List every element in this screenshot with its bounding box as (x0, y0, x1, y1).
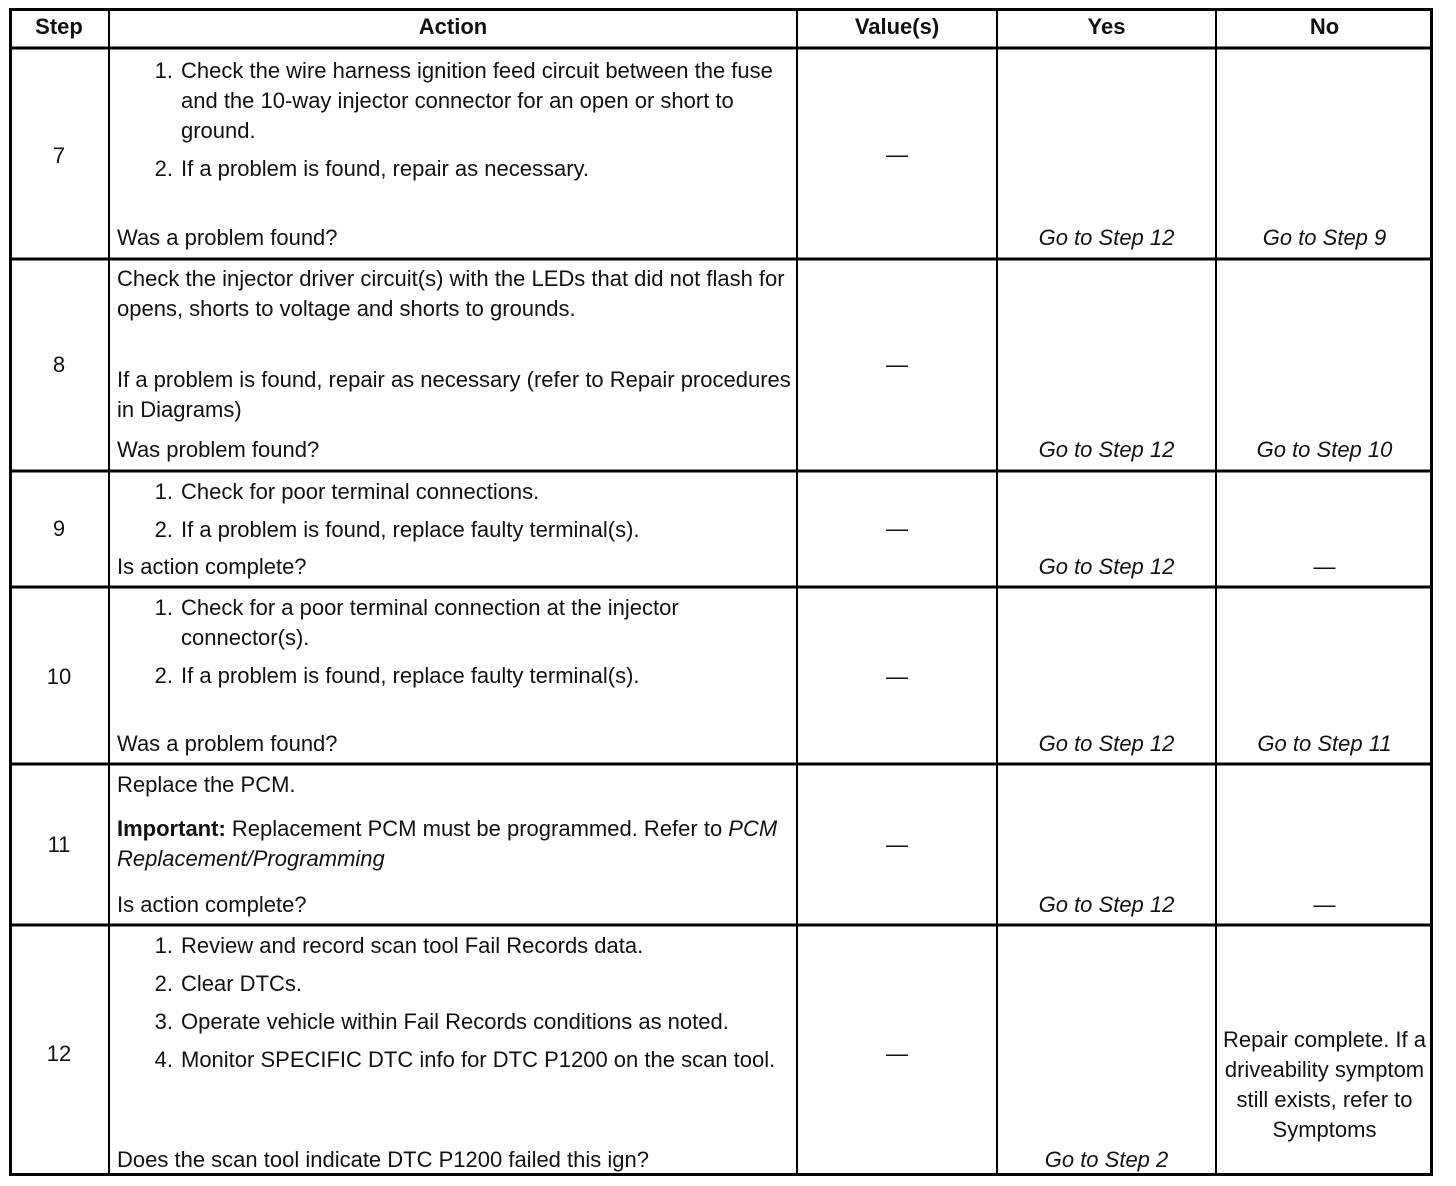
yes-cell: Go to Step 12 (1038, 554, 1175, 579)
step-number: 10 (46, 664, 72, 689)
action-question: Is action complete? (117, 892, 307, 917)
list-item: 1. Review and record scan tool Fail Records data. (154, 933, 644, 958)
no-cell: Go to Step 11 (1257, 731, 1392, 756)
header-values: Value(s) (854, 14, 940, 39)
no-cell: — (1313, 554, 1336, 579)
value-cell: — (886, 832, 908, 857)
yes-cell: Go to Step 12 (1038, 731, 1175, 756)
step-number: 12 (46, 1041, 72, 1066)
step-number: 8 (52, 352, 66, 377)
step-number: 7 (52, 143, 66, 168)
action-list (109, 593, 797, 691)
action-question: Was problem found? (117, 437, 320, 462)
action-text: Check the injector driver circuit(s) with the LEDs that did not flash for opens, shorts to voltage and shorts to grounds. (117, 266, 785, 321)
reference-link: PCM Replacement/Programming (117, 816, 778, 871)
header-action: Action (418, 14, 488, 39)
no-cell: Repair complete. If a driveability symptom still exists, refer to Symptoms (1223, 1027, 1426, 1142)
header-yes: Yes (1087, 14, 1126, 39)
action-text: Replace the PCM. (117, 772, 296, 797)
action-question: Is action complete? (117, 554, 307, 579)
list-item: 2. If a problem is found, repair as necessary. (154, 156, 590, 181)
list-item: 4. Monitor SPECIFIC DTC info for DTC P1200 on the scan tool. (154, 1047, 776, 1072)
action-question: Does the scan tool indicate DTC P1200 failed this ign? (117, 1147, 649, 1172)
important-label: Important: (117, 816, 226, 841)
value-cell: — (886, 664, 908, 689)
no-cell: — (1313, 892, 1336, 917)
list-item: 2. If a problem is found, replace faulty terminal(s). (154, 517, 640, 542)
value-cell: — (886, 142, 908, 167)
action-list (109, 477, 797, 545)
diagnostic-table (9, 8, 1433, 1176)
action-list (109, 931, 797, 1075)
no-cell: Go to Step 10 (1256, 437, 1393, 462)
header-step: Step (35, 14, 83, 39)
yes-cell: Go to Step 12 (1038, 437, 1175, 462)
list-item: 1. Check the wire harness ignition feed circuit between the fuse and the 10-way injector connector for an open or short to ground. (154, 58, 773, 143)
yes-cell: Go to Step 12 (1038, 225, 1175, 250)
step-number: 11 (47, 832, 71, 857)
header-no: No (1309, 14, 1340, 39)
action-question: Was a problem found? (117, 731, 338, 756)
important-note: Important: Replacement PCM must be programmed. Refer to PCM Replacement/Programming (117, 816, 778, 871)
value-cell: — (886, 1041, 908, 1066)
value-cell: — (886, 352, 908, 377)
action-question: Was a problem found? (117, 225, 338, 250)
action-list (109, 56, 797, 184)
yes-cell: Go to Step 12 (1038, 892, 1175, 917)
yes-cell: Go to Step 2 (1044, 1147, 1169, 1172)
no-cell: Go to Step 9 (1262, 225, 1387, 250)
list-item: 2. Clear DTCs. (154, 971, 303, 996)
value-cell: — (886, 516, 908, 541)
list-item: 3. Operate vehicle within Fail Records conditions as noted. (154, 1009, 729, 1034)
list-item: 1. Check for a poor terminal connection at the injector connector(s). (154, 595, 679, 650)
list-item: 2. If a problem is found, replace faulty terminal(s). (154, 663, 640, 688)
list-item: 1. Check for poor terminal connections. (154, 479, 540, 504)
step-number: 9 (52, 516, 66, 541)
action-text: If a problem is found, repair as necessary (refer to Repair procedures in Diagrams) (117, 367, 791, 422)
